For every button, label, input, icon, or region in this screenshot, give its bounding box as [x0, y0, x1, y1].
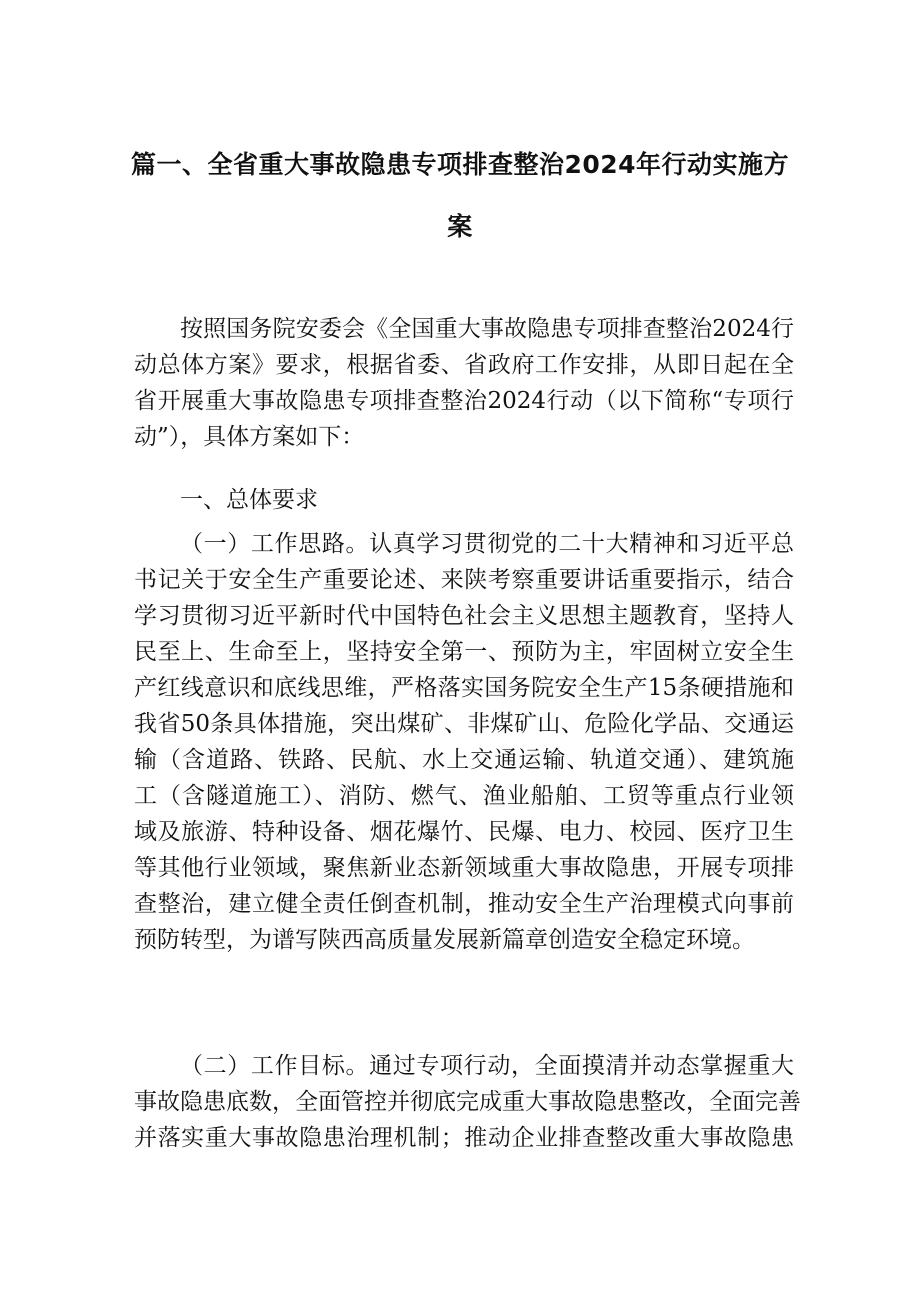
- paragraph-line: 我省50条具体措施，突出煤矿、非煤矿山、危险化学品、交通运: [134, 711, 794, 737]
- paragraph-line: （二）工作目标。通过专项行动，全面摸清并动态掌握重大: [180, 1053, 794, 1079]
- document-title-line1: 篇一、全省重大事故隐患专项排查整治2024年行动实施方: [130, 150, 790, 179]
- paragraph-line: 查整治，建立健全责任倒查机制，推动安全生产治理模式向事前: [134, 891, 794, 917]
- paragraph-line: 输（含道路、铁路、民航、水上交通运输、轨道交通）、建筑施: [134, 747, 794, 773]
- section-heading-1: 一、总体要求: [180, 487, 318, 513]
- paragraph-line: 民至上、生命至上，坚持安全第一、预防为主，牢固树立安全生: [134, 639, 794, 665]
- paragraph-line: 学习贯彻习近平新时代中国特色社会主义思想主题教育，坚持人: [134, 603, 794, 629]
- paragraph-line: （一）工作思路。认真学习贯彻党的二十大精神和习近平总: [180, 531, 794, 557]
- document-title-line2: 案: [447, 212, 473, 241]
- paragraph-line: 域及旅游、特种设备、烟花爆竹、民爆、电力、校园、医疗卫生: [134, 819, 794, 845]
- paragraph-line: 等其他行业领域，聚焦新业态新领域重大事故隐患，开展专项排: [134, 855, 794, 881]
- paragraph-line: 书记关于安全生产重要论述、来陕考察重要讲话重要指示，结合: [134, 567, 794, 593]
- intro-paragraph: [134, 311, 794, 455]
- intro-line: 动总体方案》要求，根据省委、省政府工作安排，从即日起在全: [134, 352, 794, 378]
- paragraph-line: 产红线意识和底线思维，严格落实国务院安全生产15条硬措施和: [134, 675, 794, 701]
- paragraph-line: 预防转型，为谱写陕西高质量发展新篇章创造安全稳定环境。: [134, 927, 755, 953]
- paragraph-work-approach: [134, 526, 794, 958]
- paragraph-line: 并落实重大事故隐患治理机制；推动企业排查整改重大事故隐患: [134, 1125, 794, 1151]
- paragraph-line: 事故隐患底数，全面管控并彻底完成重大事故隐患整改，全面完善: [134, 1089, 801, 1115]
- intro-line: 动”），具体方案如下：: [134, 424, 365, 450]
- intro-line: 省开展重大事故隐患专项排查整治2024行动（以下简称“专项行: [134, 388, 794, 414]
- paragraph-work-goals: [134, 1048, 801, 1156]
- intro-line: 按照国务院安委会《全国重大事故隐患专项排查整治2024行: [180, 316, 794, 342]
- paragraph-line: 工（含隧道施工）、消防、燃气、渔业船舶、工贸等重点行业领: [134, 783, 794, 809]
